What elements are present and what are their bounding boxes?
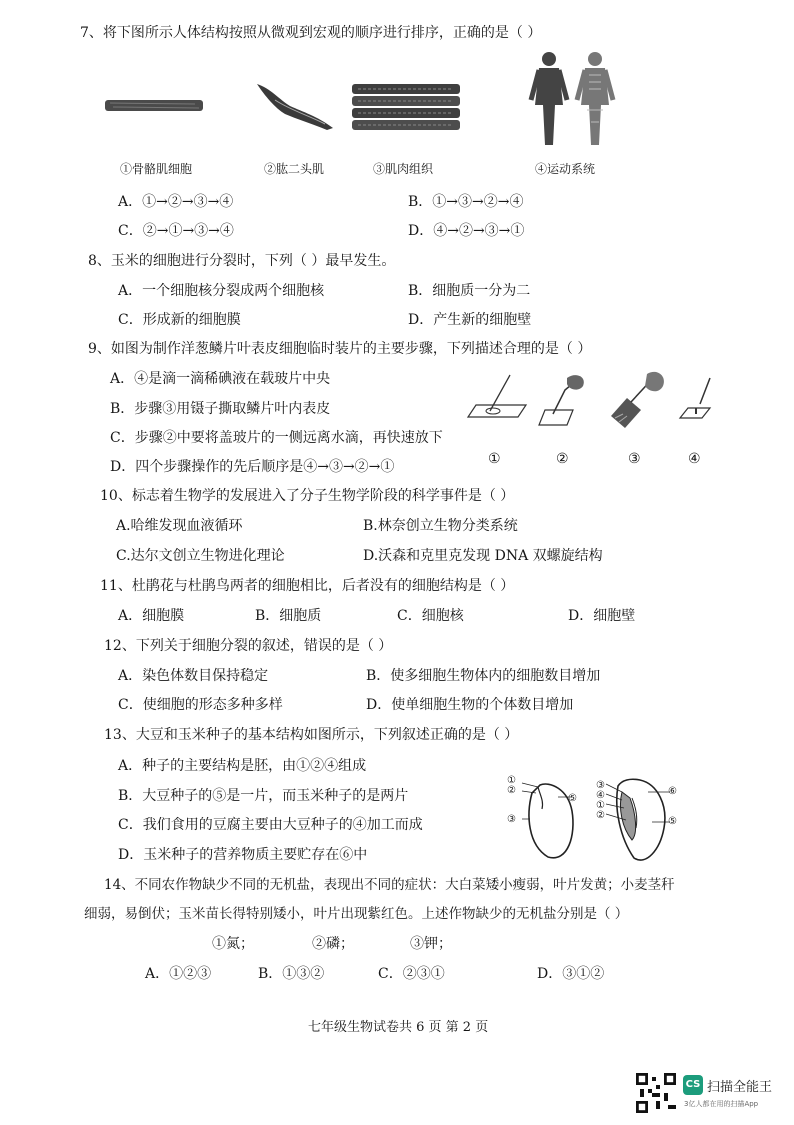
q13-option-b: B．大豆种子的⑤是一片，而玉米种子的是两片 [118,788,409,804]
q9-step-label-3: ③ [628,451,641,467]
q13-soybean-seed-figure [520,775,580,865]
q8-option-d: D．产生新的细胞壁 [408,312,532,328]
q9-step-2-figure [537,370,597,430]
q9-step-3-figure [605,368,670,433]
q7-figure-motor-system [525,50,625,150]
q9-step-label-2: ② [556,451,569,467]
q12-option-a: A．染色体数目保持稳定 [118,668,269,684]
scanner-logo: CS [683,1075,703,1095]
q14-option-d: D．③①② [537,966,605,982]
q13-bean-label-3: ③ [507,814,516,825]
q8-stem: 8、玉米的细胞进行分裂时，下列（ ）最早发生。 [88,253,396,269]
q10-option-c: C.达尔文创立生物进化理论 [116,548,285,564]
q9-step-4-figure [680,378,720,426]
q12-option-b: B．使多细胞生物体内的细胞数目增加 [366,668,601,684]
q12-option-c: C．使细胞的形态多种多样 [118,697,283,713]
q14-option-c: C．②③① [378,966,445,982]
q9-step-1-figure [468,375,528,425]
q7-figure-biceps [255,82,340,132]
q7-caption-2: ②肱二头肌 [264,162,325,176]
q8-option-a: A．一个细胞核分裂成两个细胞核 [118,283,325,299]
q14-stem-line-2: 细弱，易倒伏；玉米苗长得特别矮小，叶片出现紫红色。上述作物缺少的无机盐分别是（ ） [84,906,629,922]
q13-corn-label-6: ⑥ [668,786,677,797]
q14-option-b: B．①③② [258,966,325,982]
q13-corn-label-3: ③ [596,780,605,791]
q9-option-d: D．四个步骤操作的先后顺序是④→③→②→① [110,459,395,475]
q7-figure-muscle-tissue [352,84,462,132]
q7-figure-muscle-cell [105,100,205,112]
q9-step-label-4: ④ [688,451,701,467]
q11-option-c: C．细胞核 [397,608,464,624]
q13-corn-seed-figure [612,778,672,868]
q8-option-c: C．形成新的细胞膜 [118,312,241,328]
q13-bean-label-5: ⑤ [568,793,577,804]
q13-corn-label-1: ① [596,800,605,811]
q7-stem: 7、将下图所示人体结构按照从微观到宏观的顺序进行排序，正确的是（ ） [80,25,542,41]
q9-option-b: B．步骤③用镊子撕取鳞片叶内表皮 [110,401,331,417]
scanner-tagline: 3亿人都在用的扫描App [684,1100,759,1108]
q10-option-d: D.沃森和克里克发现 DNA 双螺旋结构 [363,548,603,564]
q14-salt-2: ②磷； [312,936,354,952]
q12-option-d: D．使单细胞生物的个体数目增加 [366,697,574,713]
q11-stem: 11、杜鹃花与杜鹃鸟两者的细胞相比，后者没有的细胞结构是（ ） [100,578,515,594]
q7-option-a: A．①→②→③→④ [118,194,234,210]
q7-option-d: D．④→②→③→① [408,223,525,239]
q14-stem-line-1: 14、不同农作物缺少不同的无机盐，表现出不同的症状：大白菜矮小瘦弱，叶片发黄；小麦茎秆 [104,877,675,893]
q13-option-a: A．种子的主要结构是胚，由①②④组成 [118,758,367,774]
q13-option-d: D．玉米种子的营养物质主要贮存在⑥中 [118,847,368,863]
q14-option-a: A．①②③ [145,966,212,982]
q9-option-a: A．④是滴一滴稀碘液在载玻片中央 [110,371,331,387]
q8-option-b: B．细胞质一分为二 [408,283,531,299]
q13-option-c: C．我们食用的豆腐主要由大豆种子的④加工而成 [118,817,423,833]
q13-corn-label-5: ⑤ [668,816,677,827]
q13-corn-label-2: ② [596,810,605,821]
q9-step-label-1: ① [488,451,501,467]
qr-code-icon [636,1073,676,1113]
q13-bean-label-2: ② [507,785,516,796]
q7-option-b: B．①→③→②→④ [408,194,524,210]
q12-stem: 12、下列关于细胞分裂的叙述，错误的是（ ） [104,638,393,654]
q10-option-b: B.林奈创立生物分类系统 [363,518,518,534]
q9-option-c: C．步骤②中要将盖玻片的一侧远离水滴，再快速放下 [110,430,443,446]
q13-corn-label-4: ④ [596,790,605,801]
q11-option-a: A．细胞膜 [118,608,185,624]
q9-stem: 9、如图为制作洋葱鳞片叶表皮细胞临时装片的主要步骤，下列描述合理的是（ ） [88,341,592,357]
q11-option-b: B．细胞质 [255,608,322,624]
scanner-app-name: 扫描全能王 [707,1080,773,1095]
q14-salt-1: ①氮； [212,936,254,952]
q7-caption-4: ④运动系统 [535,162,596,176]
q10-stem: 10、标志着生物学的发展进入了分子生物学阶段的科学事件是（ ） [100,488,515,504]
q10-option-a: A.哈维发现血液循环 [116,518,243,534]
q13-stem: 13、大豆和玉米种子的基本结构如图所示，下列叙述正确的是（ ） [104,727,519,743]
q7-option-c: C．②→①→③→④ [118,223,234,239]
q7-caption-3: ③肌肉组织 [373,162,434,176]
q14-salt-3: ③钾； [410,936,452,952]
q7-caption-1: ①骨骼肌细胞 [120,162,193,176]
page-footer: 七年级生物试卷共 6 页 第 2 页 [308,1020,489,1035]
q11-option-d: D．细胞壁 [568,608,636,624]
q13-bean-label-1: ① [507,775,516,786]
